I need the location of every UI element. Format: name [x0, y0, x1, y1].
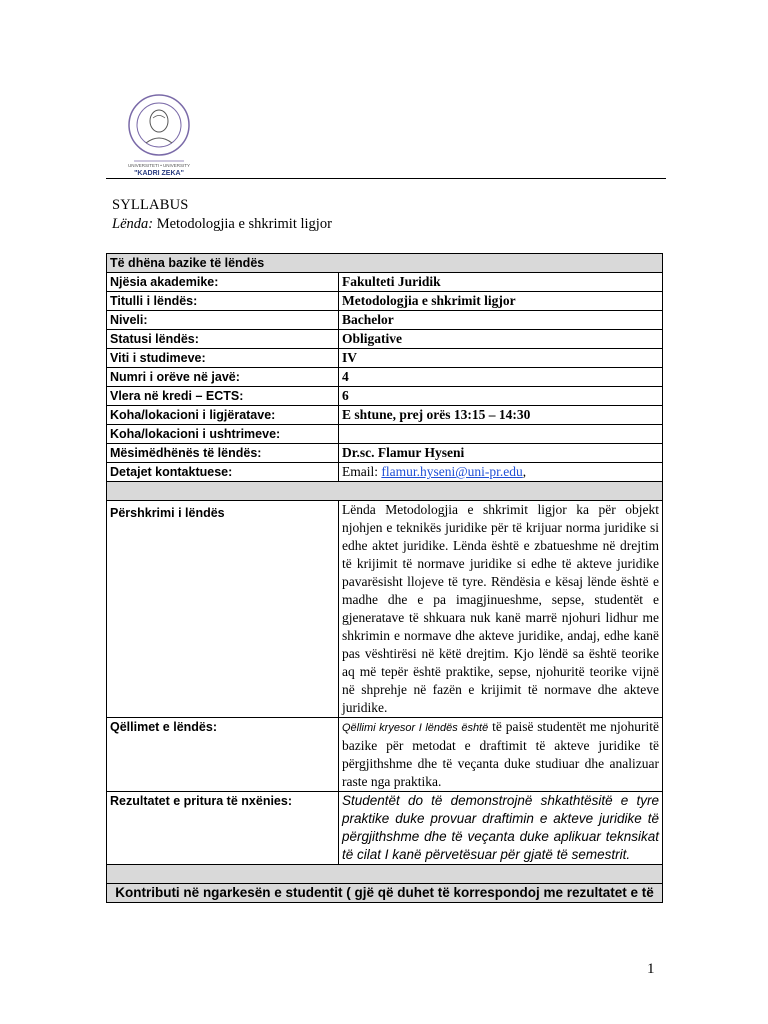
goals-text — [339, 718, 663, 792]
contact-value — [339, 463, 663, 482]
results-row — [107, 792, 663, 865]
results-text: Studentët do të demonstrojnë shkathtësitë e tyre praktike duke provuar draftimin e akteve juridike të përgjithshme dhe të veçanta duke aplikuar teknsikat të cilat I kanë përvetësuar për gjatë të semestrit. — [339, 792, 663, 865]
course-name: Metodologjia e shkrimit ligjor — [156, 216, 332, 232]
course-info-table — [106, 253, 663, 903]
syllabus-title: SYLLABUS — [112, 197, 189, 213]
goals-text-italic: Qëllimi kryesor I lëndës është — [342, 722, 489, 734]
table-row — [107, 292, 663, 311]
row-label: Koha/lokacioni i ligjëratave: — [107, 406, 339, 425]
row-value: 4 — [339, 368, 663, 387]
spacer-cell — [107, 865, 663, 884]
goals-text-rest: të paisë studentët me njohuritë bazike për metodat e draftimit të akteve juridike të përgjithshme dhe të veçanta duke studiuar dhe analizuar raste nga praktika. — [342, 719, 660, 789]
row-value: IV — [339, 349, 663, 368]
header-rule — [106, 178, 666, 179]
contribution-header: Kontributi në ngarkesën e studentit ( gjë që duhet të korrespondoj me rezultatet e të — [107, 884, 663, 903]
description-text: Lënda Metodologjia e shkrimit ligjor ka për objekt njohjen e teknikës juridike për të krijuar norma juridike si edhe aktet juridike. Lënda është e zbatueshme në drejtim të krijimit të normave juridike si edhe të akteve juridike pavarësisht llojeve të tyre. Rëndësia e kësaj lënde është e madhe dhe e pa imagjinueshme, sepse, studentët e gjeneratave të shkuara nuk kanë marrë njohuri lidhur me shkrimin e normave dhe akteve juridike, andaj, edhe kanë pas vështirësi në këtë drejtim. Kjo lëndë sa është teorike aq më tepër është praktike, sepse, njohuritë teorike vijnë në shprehje në fazën e krijimit të normave dhe akteve juridike. — [339, 501, 663, 718]
results-label: Rezultatet e pritura të nxënies: — [107, 792, 339, 865]
email-suffix: , — [522, 464, 527, 479]
course-line — [112, 216, 332, 233]
row-value: Fakulteti Juridik — [339, 273, 663, 292]
section-title: Të dhëna bazike të lëndës — [107, 254, 663, 273]
row-label: Titulli i lëndës: — [107, 292, 339, 311]
table-row — [107, 387, 663, 406]
contact-label: Detajet kontaktuese: — [107, 463, 339, 482]
table-row — [107, 311, 663, 330]
row-label: Njësia akademike: — [107, 273, 339, 292]
contribution-header-row — [107, 884, 663, 903]
section-header-row — [107, 254, 663, 273]
goals-row — [107, 718, 663, 792]
row-label: Mësimëdhënës të lëndës: — [107, 444, 339, 463]
row-label: Viti i studimeve: — [107, 349, 339, 368]
email-link[interactable]: flamur.hyseni@uni-pr.edu — [381, 464, 523, 479]
row-value: 6 — [339, 387, 663, 406]
row-label: Koha/lokacioni i ushtrimeve: — [107, 425, 339, 444]
row-value: E shtune, prej orës 13:15 – 14:30 — [339, 406, 663, 425]
description-row — [107, 501, 663, 718]
table-row — [107, 349, 663, 368]
row-value: Dr.sc. Flamur Hyseni — [339, 444, 663, 463]
spacer-row — [107, 865, 663, 884]
table-row — [107, 330, 663, 349]
spacer-row — [107, 482, 663, 501]
table-row — [107, 406, 663, 425]
table-row — [107, 368, 663, 387]
row-label: Numri i orëve në javë: — [107, 368, 339, 387]
row-label: Niveli: — [107, 311, 339, 330]
contact-row — [107, 463, 663, 482]
row-label: Statusi lëndës: — [107, 330, 339, 349]
table-row — [107, 273, 663, 292]
row-value — [339, 425, 663, 444]
row-value: Obligative — [339, 330, 663, 349]
row-value: Bachelor — [339, 311, 663, 330]
row-label: Vlera në kredi – ECTS: — [107, 387, 339, 406]
logo-caption-2: "KADRI ZEKA" — [134, 170, 184, 177]
email-prefix: Email: — [342, 464, 378, 479]
goals-label: Qëllimet e lëndës: — [107, 718, 339, 792]
description-label: Përshkrimi i lëndës — [107, 501, 339, 718]
spacer-cell — [107, 482, 663, 501]
page-number: 1 — [647, 961, 655, 977]
university-logo — [120, 93, 198, 178]
row-value: Metodologjia e shkrimit ligjor — [339, 292, 663, 311]
logo-caption-1: UNIVERSITETI • UNIVERSITY — [127, 163, 191, 168]
table-row — [107, 444, 663, 463]
lenda-label: Lënda: — [112, 216, 154, 232]
table-row — [107, 425, 663, 444]
